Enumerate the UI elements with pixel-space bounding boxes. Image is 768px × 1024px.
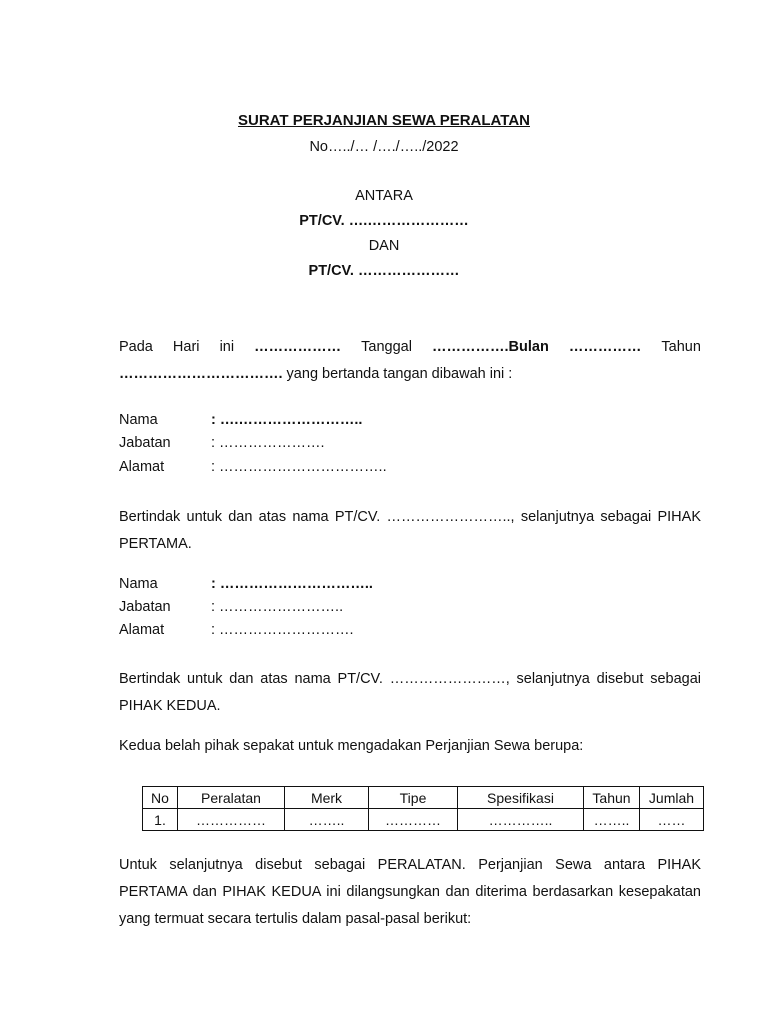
address-label: Alamat [119, 622, 165, 638]
intro-blank-date: …………….Bulan [432, 339, 549, 355]
closing-paragraph: Untuk selanjutnya disebut sebagai PERALATAN. Perjanjian Sewa antara PIHAK PERTAMA dan PIHAK KEDUA ini dilangsungkan dan diterima berdasarkan kesepakatan yang termuat secara tertulis dalam pasal-pasal berikut: [119, 857, 701, 927]
second-job-row [119, 599, 343, 622]
party-one-company: PT/CV. ….………………… [299, 213, 469, 229]
intro-line-2 [119, 361, 701, 388]
job-value: : …………………. [211, 435, 325, 451]
job-label: Jabatan [119, 599, 171, 615]
intro-word: Hari [172, 339, 200, 355]
table-header-cell: Jumlah [640, 787, 704, 809]
table-header-cell: Merk [285, 787, 369, 809]
intro-blank-month: …………… [568, 339, 642, 355]
table-cell: …… [640, 809, 704, 831]
intro-word: ini [219, 339, 235, 355]
table-cell: 1. [143, 809, 178, 831]
table-header-cell: Tipe [369, 787, 458, 809]
equipment-table [142, 786, 704, 831]
between-label: ANTARA [355, 188, 413, 204]
job-value: : …………………….. [211, 599, 344, 615]
address-value: : ………………………. [211, 622, 354, 638]
table-header-cell: Spesifikasi [458, 787, 584, 809]
intro-text: yang bertanda tangan dibawah ini : [282, 366, 513, 382]
party-two-company: PT/CV. ………………… [308, 263, 460, 279]
table-row [143, 809, 704, 831]
and-label: DAN [368, 238, 400, 254]
second-name-row [119, 576, 373, 599]
name-label: Nama [119, 576, 158, 592]
second-address-row [119, 622, 354, 645]
agreement-intro: Kedua belah pihak sepakat untuk mengadakan Perjanjian Sewa berupa: [119, 738, 584, 754]
document-title: SURAT PERJANJIAN SEWA PERALATAN [238, 112, 530, 129]
first-address-row [119, 459, 387, 482]
table-header-cell: Peralatan [178, 787, 285, 809]
name-value: : ………………………….. [211, 576, 373, 592]
table-cell: …………… [178, 809, 285, 831]
intro-word: Tanggal [361, 339, 412, 355]
intro-word: Pada [119, 339, 153, 355]
table-header-row [143, 787, 704, 809]
intro-paragraph [119, 334, 701, 388]
table-cell: ………… [369, 809, 458, 831]
table-cell: …….. [285, 809, 369, 831]
intro-blank-year: ……………………………. [119, 366, 283, 382]
address-value: : …………………………….. [211, 459, 387, 475]
table-cell: …….. [584, 809, 640, 831]
name-label: Nama [119, 412, 158, 428]
name-value: : ….…………………….. [211, 412, 363, 428]
second-party-statement: Bertindak untuk dan atas nama PT/CV. ……………………, selanjutnya disebut sebagai PIHAK KEDUA. [119, 671, 701, 714]
table-header-cell: No [143, 787, 178, 809]
intro-blank-day: ……………… [254, 339, 342, 355]
table-header-cell: Tahun [584, 787, 640, 809]
address-label: Alamat [119, 459, 165, 475]
document-number: No…../… /…./…../2022 [309, 139, 459, 155]
first-job-row [119, 435, 325, 458]
first-party-statement: Bertindak untuk dan atas nama PT/CV. …………………….., selanjutnya sebagai PIHAK PERTAMA. [119, 509, 701, 552]
table-cell: ………….. [458, 809, 584, 831]
first-name-row [119, 412, 362, 435]
intro-word: Tahun [661, 339, 701, 355]
intro-line-1 [119, 334, 701, 361]
job-label: Jabatan [119, 435, 171, 451]
